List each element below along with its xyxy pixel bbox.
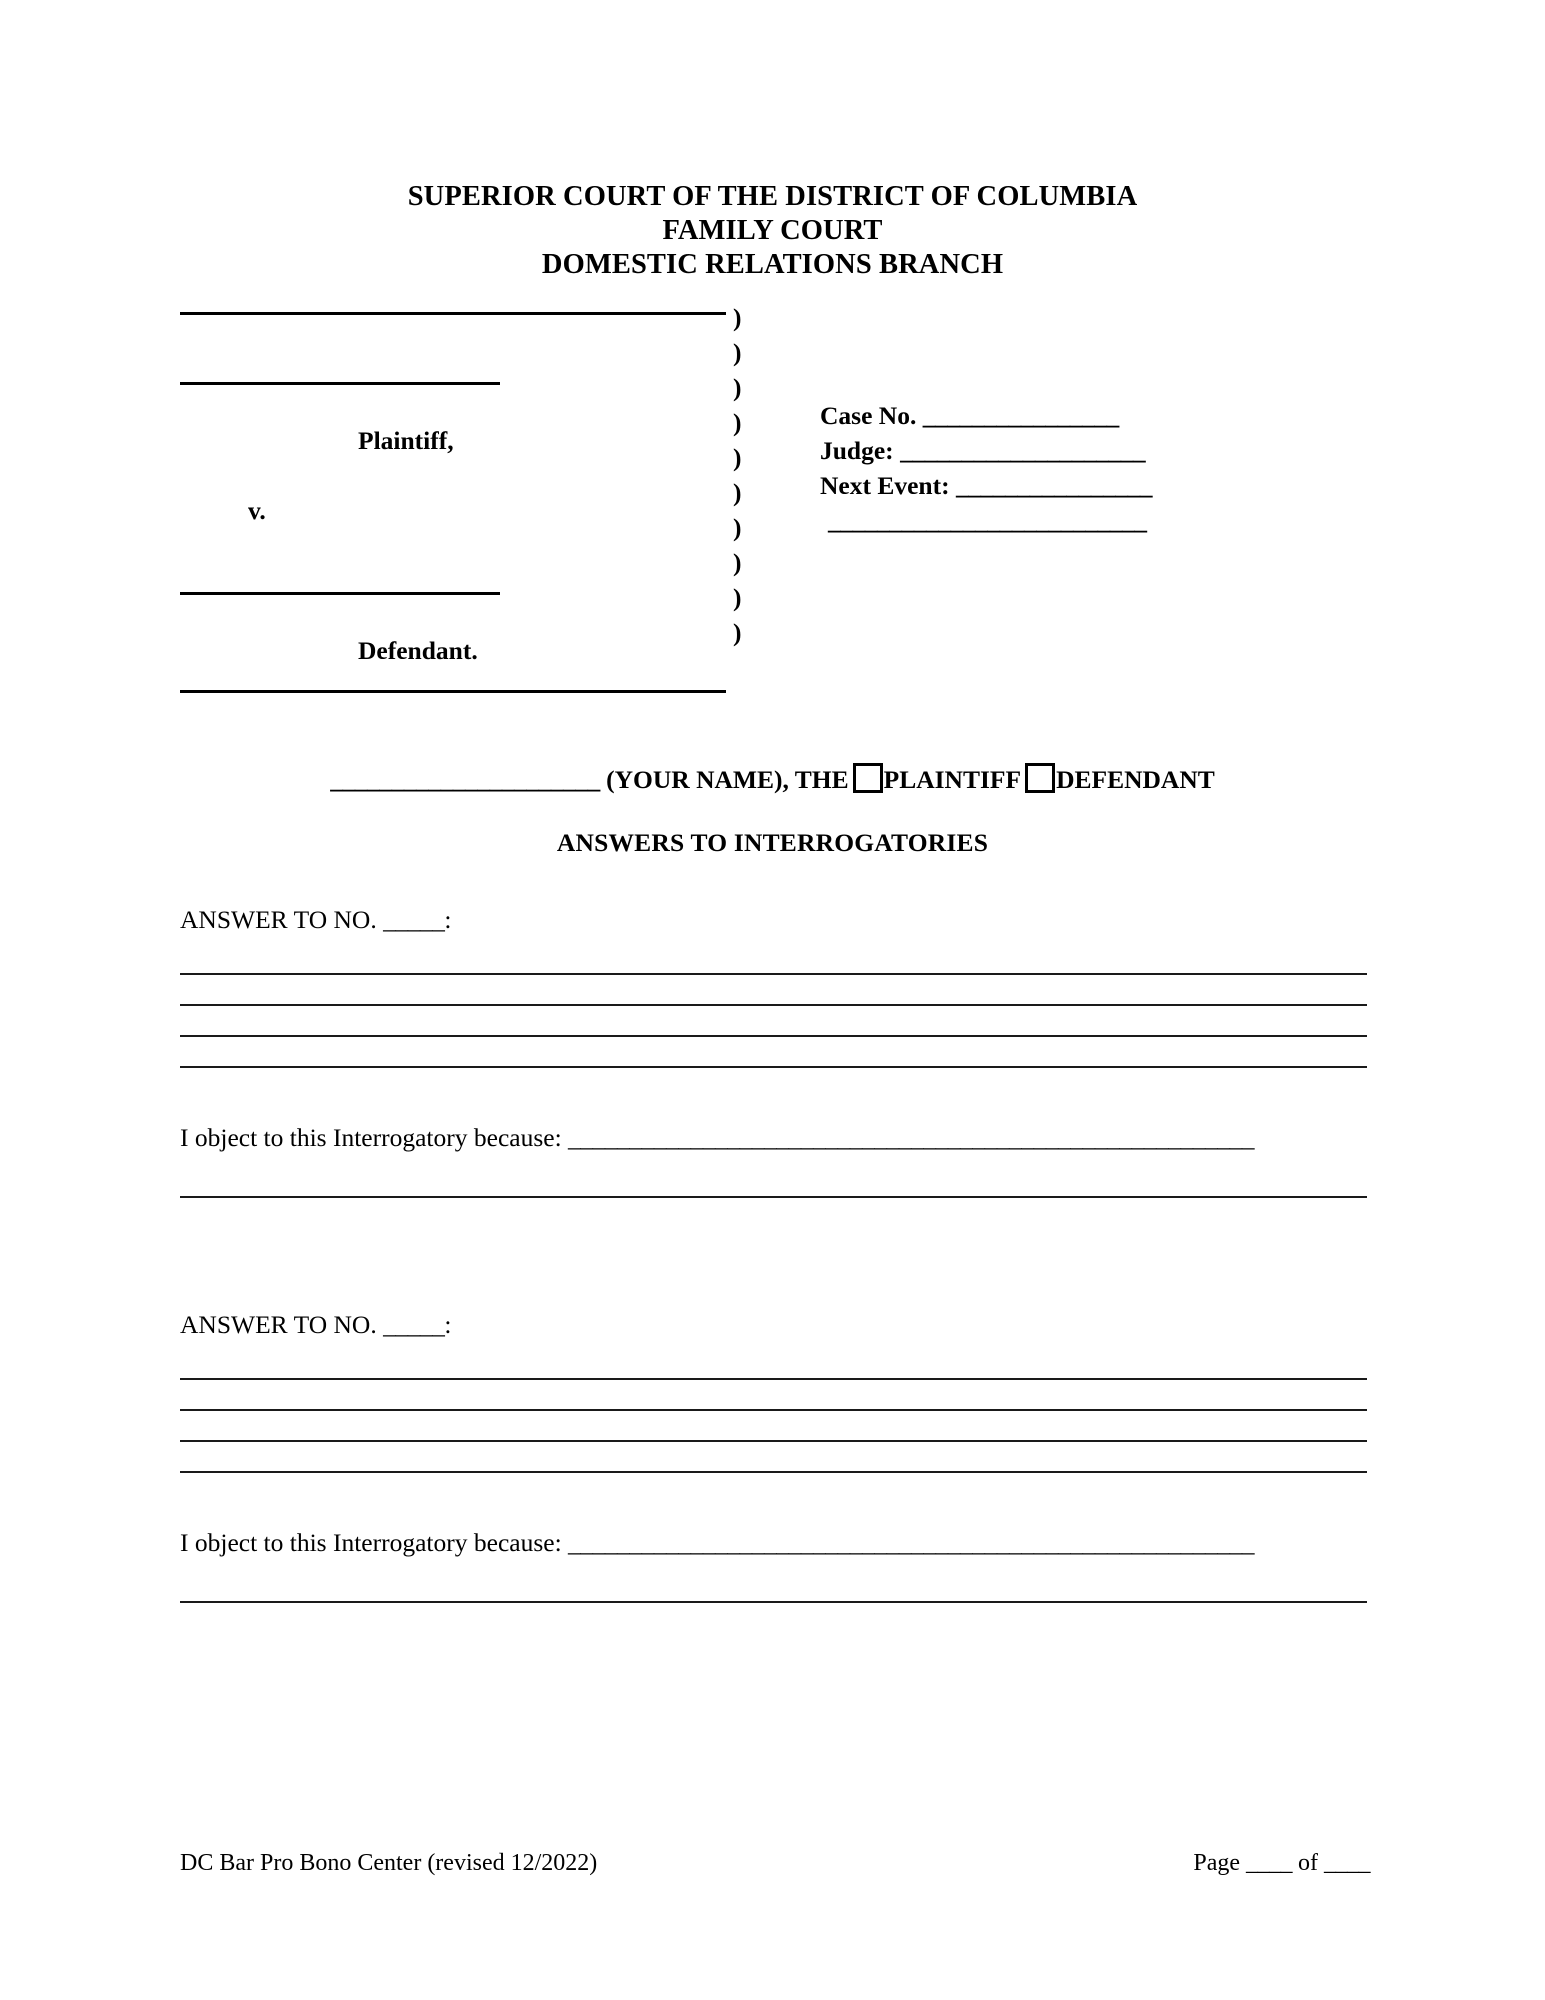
paren-mark: ) [733, 583, 742, 612]
defendant-checkbox[interactable] [1025, 763, 1055, 793]
answer-write-line[interactable] [180, 1409, 1367, 1411]
court-header [0, 180, 1545, 282]
next-event-row [820, 468, 1152, 503]
footer-page-word: Page [1193, 1850, 1246, 1876]
answer-block [180, 905, 1370, 1198]
answer-heading-suffix: : [444, 1310, 452, 1339]
next-event-extra-row [820, 503, 1152, 538]
answer-write-line[interactable] [180, 1035, 1367, 1037]
caption-rule-bottom [180, 690, 726, 693]
plaintiff-name-rule[interactable] [180, 382, 500, 385]
answer-heading-prefix: ANSWER TO NO. [180, 905, 384, 934]
answer-heading [180, 905, 1370, 935]
court-header-line-3: DOMESTIC RELATIONS BRANCH [541, 249, 1004, 280]
answer-block [180, 1310, 1370, 1603]
answer-heading-prefix: ANSWER TO NO. [180, 1310, 384, 1339]
document-title: ANSWERS TO INTERROGATORIES [556, 828, 989, 857]
paren-mark: ) [733, 373, 742, 402]
party-selection-line [0, 763, 1545, 796]
caption-paren-column [733, 300, 742, 650]
answer-heading [180, 1310, 1370, 1340]
objection-field[interactable]: ________________________________________________________ [568, 1123, 1255, 1152]
footer-pagination [1193, 1848, 1370, 1878]
answer-number-field[interactable]: _____ [383, 1310, 445, 1339]
answer-heading-suffix: : [444, 905, 452, 934]
case-number-field[interactable]: ________________ [922, 401, 1119, 430]
judge-field[interactable]: ____________________ [900, 436, 1146, 465]
answer-write-line[interactable] [180, 1440, 1367, 1442]
plaintiff-checkbox[interactable] [853, 763, 883, 793]
paren-mark: ) [733, 478, 742, 507]
page-footer [180, 1848, 1370, 1878]
paren-mark: ) [733, 443, 742, 472]
objection-write-line[interactable] [180, 1601, 1367, 1603]
caption-grid [180, 300, 1370, 695]
footer-source: DC Bar Pro Bono Center (revised 12/2022) [180, 1850, 598, 1876]
objection-label: I object to this Interrogatory because: [180, 1528, 569, 1557]
objection-write-line[interactable] [180, 1196, 1367, 1198]
plaintiff-label: Plaintiff, [358, 426, 454, 455]
case-number-row [820, 398, 1152, 433]
caption-rule-top [180, 312, 726, 315]
objection-label: I object to this Interrogatory because: [180, 1123, 569, 1152]
paren-mark: ) [733, 618, 742, 647]
case-info-column [820, 398, 1152, 538]
answer-number-field[interactable]: _____ [383, 905, 445, 934]
next-event-label: Next Event: [820, 471, 950, 500]
your-name-field[interactable]: ______________________ [330, 765, 600, 794]
paren-mark: ) [733, 303, 742, 332]
judge-label: Judge: [820, 436, 894, 465]
objection-line [180, 1123, 1370, 1153]
next-event-field[interactable]: ________________ [955, 471, 1152, 500]
answer-write-line[interactable] [180, 1066, 1367, 1068]
footer-page-field[interactable]: ____ [1246, 1850, 1292, 1876]
court-header-line-2: FAMILY COURT [662, 215, 883, 246]
answer-write-line[interactable] [180, 1471, 1367, 1473]
versus-label: v. [248, 496, 266, 525]
court-header-line-1: SUPERIOR COURT OF THE DISTRICT OF COLUMBIA [407, 181, 1138, 212]
footer-total-field[interactable]: ____ [1324, 1850, 1370, 1876]
next-event-extra-field[interactable]: __________________________ [828, 506, 1147, 535]
paren-mark: ) [733, 513, 742, 542]
objection-field[interactable]: ________________________________________________________ [568, 1528, 1255, 1557]
plaintiff-checkbox-label: PLAINTIFF [883, 765, 1022, 794]
case-number-label: Case No. [820, 401, 917, 430]
defendant-label: Defendant. [358, 636, 478, 665]
objection-line [180, 1528, 1370, 1558]
paren-mark: ) [733, 408, 742, 437]
answer-write-line[interactable] [180, 1004, 1367, 1006]
defendant-name-rule[interactable] [180, 592, 500, 595]
footer-of-word: of [1292, 1850, 1324, 1876]
judge-row [820, 433, 1152, 468]
your-name-caption: (YOUR NAME), THE [599, 765, 849, 794]
answer-write-line[interactable] [180, 973, 1367, 975]
defendant-checkbox-label: DEFENDANT [1056, 765, 1215, 794]
case-caption [180, 300, 1370, 695]
answer-write-line[interactable] [180, 1378, 1367, 1380]
paren-mark: ) [733, 338, 742, 367]
paren-mark: ) [733, 548, 742, 577]
